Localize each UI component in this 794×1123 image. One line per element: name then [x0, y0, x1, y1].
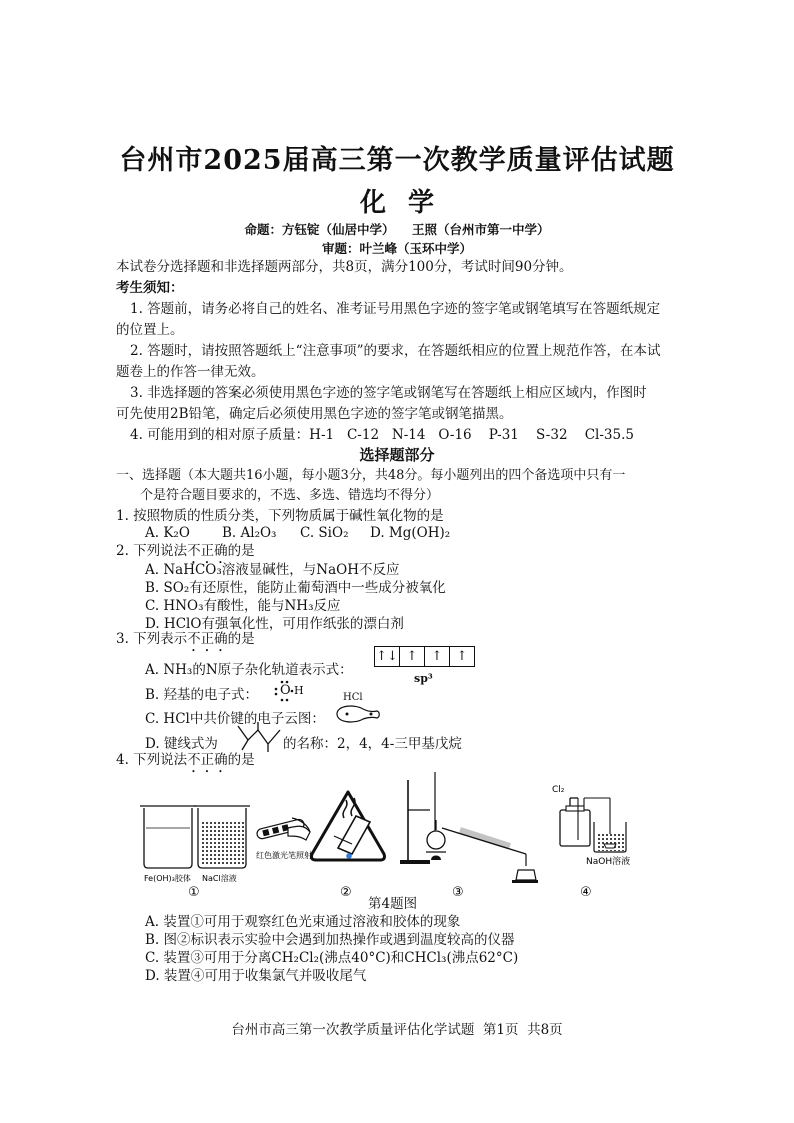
- exam-authors: 命题：方钰锭（仙居中学） 王照（台州市第一中学）: [244, 222, 550, 237]
- q3-stem: [116, 629, 255, 655]
- label-beaker-1: Fe(OH)₃胶体: [144, 874, 191, 883]
- q2-option-b: B. SO₂有还原性，能防止葡萄酒中一些成分被氧化: [145, 580, 446, 596]
- q2-option-a: A. NaHCO₃溶液显碱性，与NaOH不反应: [145, 562, 400, 578]
- q4-stem-emphasis: 不正确: [187, 752, 228, 768]
- notice-item-1-line2: 的位置上。: [116, 322, 184, 338]
- q1-option-a: A. K₂O: [145, 525, 190, 541]
- figure-caption: 第4题图: [368, 896, 418, 912]
- electron-dots: [272, 680, 308, 702]
- q2-stem-pre: 2. 下列说法: [116, 543, 188, 559]
- q4-option-b: B. 图②标识表示实验中会遇到加热操作或遇到温度较高的仪器: [145, 932, 515, 948]
- q4-figure: [130, 770, 650, 900]
- q4-stem-pre: 4. 下列说法: [116, 752, 188, 768]
- notice-heading: 考生须知：: [116, 280, 184, 296]
- q2-option-c: C. HNO₃有酸性，能与NH₃反应: [145, 598, 341, 614]
- q3-cloud-label: HCl: [343, 692, 363, 703]
- notice-item-2-line1: 2. 答题时，请按照答题纸上“注意事项”的要求，在答题纸相应的位置上规范作答，在本试: [130, 343, 661, 359]
- part-instructions-line2: 个是符合题目要求的，不选、多选、错选均不得分）: [140, 488, 440, 503]
- q3-orbital-diagram: [374, 646, 475, 667]
- exam-title: 台州市2025届高三第一次教学质量评估试题: [119, 145, 675, 176]
- notice-item-3-line2: 可先使用2B铅笔，确定后必须使用黑色字迹的签字笔或钢笔描黑。: [116, 406, 513, 422]
- q4-option-a: A. 装置①可用于观察红色光束通过溶液和胶体的现象: [145, 914, 461, 930]
- exam-reviewer: 审题：叶兰峰（玉环中学）: [321, 241, 472, 256]
- notice-item-4: 4. 可能用到的相对原子质量：H-1 C-12 N-14 O-16 P-31 S-32 Cl-35.5: [130, 427, 634, 443]
- q3-option-d-post: 的名称：2，4，4-三甲基戊烷: [283, 736, 462, 752]
- label-naoh: NaOH溶液: [586, 857, 631, 867]
- q2-stem-emphasis: 不正确: [187, 543, 228, 559]
- orbital-box-2: ↑: [400, 647, 425, 666]
- page-footer: 台州市高三第一次教学质量评估化学试题 第1页 共8页: [231, 1022, 563, 1038]
- formula-hydrogen: H: [294, 684, 304, 697]
- q3-option-b: B. 羟基的电子式：: [145, 687, 259, 703]
- q4-option-d: D. 装置④可用于收集氯气并吸收尾气: [145, 968, 367, 984]
- q3-stem-pre: 3. 下列表示: [116, 631, 188, 647]
- q3-option-d-pre: D. 键线式为: [145, 736, 218, 752]
- q1-stem: 1. 按照物质的性质分类，下列物质属于碱性氧化物的是: [116, 508, 444, 524]
- label-cl2: Cl₂: [552, 785, 565, 795]
- figure-number-2: ②: [340, 885, 352, 900]
- q1-option-c: C. SiO₂: [300, 525, 349, 541]
- orbital-box-3: ↑: [425, 647, 450, 666]
- part-instructions-line1: 一、选择题（本大题共16小题，每小题3分，共48分。每小题列出的四个备选项中只有一: [116, 468, 626, 483]
- notice-item-2-line2: 题卷上的作答一律无效。: [116, 364, 265, 380]
- notice-item-3-line1: 3. 非选择题的答案必须使用黑色字迹的签字笔或钢笔写在答题纸上相应区域内，作图时: [130, 385, 647, 401]
- electron-cloud-image: [333, 702, 381, 726]
- q3-stem-post: 的是: [227, 631, 255, 647]
- hydroxyl-electron-formula: [272, 680, 308, 702]
- label-laser: 红色激光笔照射: [256, 851, 312, 860]
- q2-stem-post: 的是: [227, 543, 255, 559]
- q3-option-a: A. NH₃的N原子杂化轨道表示式：: [145, 662, 353, 678]
- q2-option-d: D. HClO有强氧化性，可用作纸张的漂白剂: [145, 616, 404, 632]
- notice-item-1-line1: 1. 答题前，请务必将自己的姓名、准考证号用黑色字迹的签字笔或钢笔填写在答题纸规定: [130, 301, 661, 317]
- apparatus-3-distillation: [400, 772, 538, 883]
- figure-number-4: ④: [580, 885, 592, 900]
- q4-stem-post: 的是: [227, 752, 255, 768]
- label-beaker-2: NaCl溶液: [202, 874, 237, 883]
- q3-option-c: C. HCl中共价键的电子云图：: [145, 711, 325, 727]
- exam-intro: 本试卷分选择题和非选择题两部分，共8页，满分100分，考试时间90分钟。: [116, 259, 573, 275]
- section-title: 选择题部分: [359, 446, 435, 464]
- exam-subject: 化学: [359, 188, 456, 218]
- q3-orbital-label: sp³: [414, 672, 433, 685]
- apparatus-2-hot-surface-icon: [312, 792, 385, 860]
- figure-number-3: ③: [452, 885, 464, 900]
- q1-option-d: D. Mg(OH)₂: [370, 525, 451, 541]
- apparatus-4-gas-collection: [560, 798, 626, 852]
- q3-stem-emphasis: 不正确: [187, 631, 228, 647]
- orbital-box-1: ↑↓: [375, 647, 400, 666]
- skeletal-formula: [236, 722, 284, 752]
- formula-oxygen: O: [280, 683, 291, 698]
- figure-number-1: ①: [188, 885, 200, 900]
- q1-option-b: B. Al₂O₃: [222, 525, 277, 541]
- q4-option-c: C. 装置③可用于分离CH₂Cl₂(沸点40°C)和CHCl₃(沸点62°C): [145, 950, 519, 966]
- orbital-box-4: ↑: [456, 649, 468, 664]
